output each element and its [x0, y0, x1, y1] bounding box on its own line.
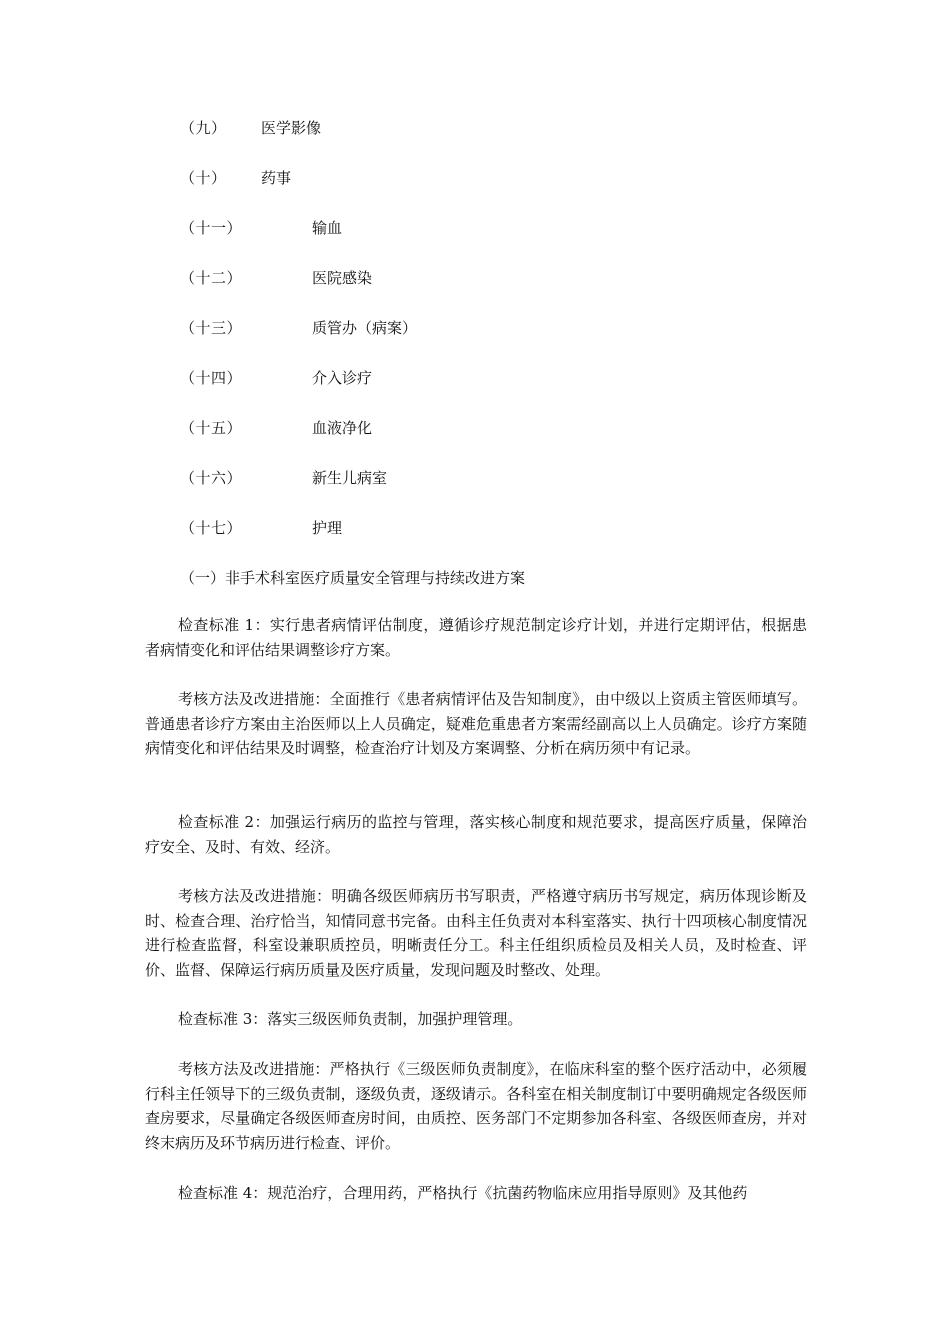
list-item-label: 输血 [312, 219, 343, 237]
list-item-label: 血液净化 [312, 419, 373, 437]
paragraph-standard-2: 检查标准 2：加强运行病历的监控与管理，落实核心制度和规范要求，提高医疗质量，保障治疗安全、及时、有效、经济。 [145, 813, 807, 856]
list-item-number: （九） [180, 119, 227, 137]
paragraph-standard-1: 检查标准 1：实行患者病情评估制度，遵循诊疗规范制定诊疗计划，并进行定期评估，根据患者病情变化和评估结果调整诊疗方案。 [145, 616, 807, 659]
paragraph-standard-4: 检查标准 4：规范治疗，合理用药，严格执行《抗菌药物临床应用指导原则》及其他药 [178, 1184, 748, 1202]
list-item-label: 护理 [312, 519, 343, 537]
list-item-number: （十四） [180, 369, 243, 387]
list-item-number: （十五） [180, 419, 243, 437]
paragraph-method-3: 考核方法及改进措施：严格执行《三级医师负责制度》，在临床科室的整个医疗活动中，必须履行科主任领导下的三级负责制，逐级负责，逐级请示。各科室在相关制度制订中要明确规定各级医师查房要求，尽量确定各级医师查房时间，由质控、医务部门不定期参加各科室、各级医师查房，并对终末病历及环节病历进行检查、评价。 [145, 1060, 807, 1152]
list-item-number: （十一） [180, 219, 243, 237]
section-heading: （一）非手术科室医疗质量安全管理与持续改进方案 [180, 569, 526, 587]
paragraph-standard-3: 检查标准 3：落实三级医师负责制，加强护理管理。 [178, 1010, 523, 1028]
list-item-label: 质管办（病案） [312, 319, 418, 337]
list-item-label: 药事 [261, 169, 292, 187]
list-item-number: （十六） [180, 469, 243, 487]
paragraph-method-2: 考核方法及改进措施：明确各级医师病历书写职责，严格遵守病历书写规定，病历体现诊断及时、检查合理、治疗恰当，知情同意书完备。由科主任负责对本科室落实、执行十四项核心制度情况进行检查监督，科室设兼职质控员，明晰责任分工。科主任组织质检员及相关人员，及时检查、评价、监督、保障运行病历质量及医疗质量，发现问题及时整改、处理。 [145, 887, 807, 979]
list-item-label: 介入诊疗 [312, 369, 373, 387]
list-item-number: （十二） [180, 269, 243, 287]
list-item-number: （十） [180, 169, 227, 187]
list-item-label: 医院感染 [312, 269, 373, 287]
list-item-label: 医学影像 [261, 119, 322, 137]
paragraph-method-1: 考核方法及改进措施：全面推行《患者病情评估及告知制度》，由中级以上资质主管医师填写。普通患者诊疗方案由主治医师以上人员确定，疑难危重患者方案需经副高以上人员确定。诊疗方案随病情变化和评估结果及时调整，检查治疗计划及方案调整、分析在病历须中有记录。 [145, 690, 807, 757]
list-item-number: （十七） [180, 519, 243, 537]
list-item-label: 新生儿病室 [312, 469, 388, 487]
list-item-number: （十三） [180, 319, 243, 337]
